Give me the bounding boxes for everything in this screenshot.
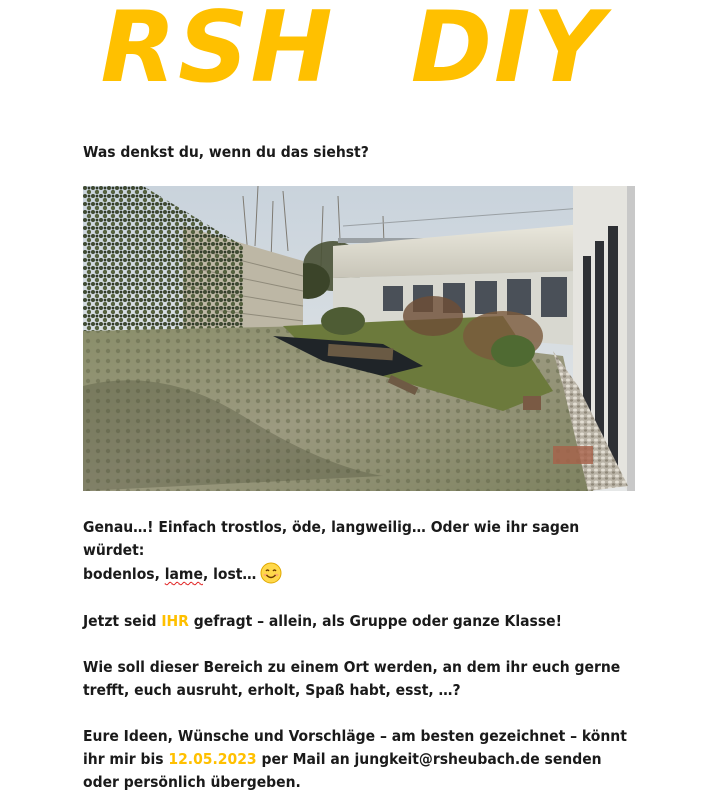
highlight-ihr: IHR — [161, 612, 189, 630]
paragraph-call — [83, 610, 628, 633]
paragraph-call-end: gefragt – allein, als Gruppe oder ganze Klasse! — [188, 612, 562, 630]
intro-question: Was denkst du, wenn du das siehst? — [83, 143, 369, 161]
deadline-date: 12.05.2023 — [168, 750, 257, 768]
paragraph-submit — [83, 725, 628, 794]
courtyard-photo — [83, 186, 635, 491]
paragraph-call-start: Jetzt seid — [83, 612, 162, 630]
paragraph-bleak — [83, 516, 628, 591]
word-lame: lame — [164, 565, 203, 583]
page-title: RSH DIY — [100, 0, 606, 105]
smiley-icon — [260, 562, 282, 591]
paragraph-submit-end: per Mail an jungkeit@rsheubach.de senden oder persönlich übergeben. — [83, 750, 602, 791]
paragraph-question: Wie soll dieser Bereich zu einem Ort werden, an dem ihr euch gerne trefft, euch ausruht, erholt, Spaß habt, esst, …? — [83, 658, 621, 699]
paragraph-bleak-line1: Genau…! Einfach trostlos, öde, langweilig… Oder wie ihr sagen würdet: — [83, 518, 580, 559]
paragraph-bleak-line2-start: bodenlos, — [83, 565, 165, 583]
paragraph-bleak-line2-end: , lost… — [202, 565, 257, 583]
paragraph-submit-start: Eure Ideen, Wünsche und Vorschläge – am besten gezeichnet – könnt ihr mir bis — [83, 727, 627, 768]
